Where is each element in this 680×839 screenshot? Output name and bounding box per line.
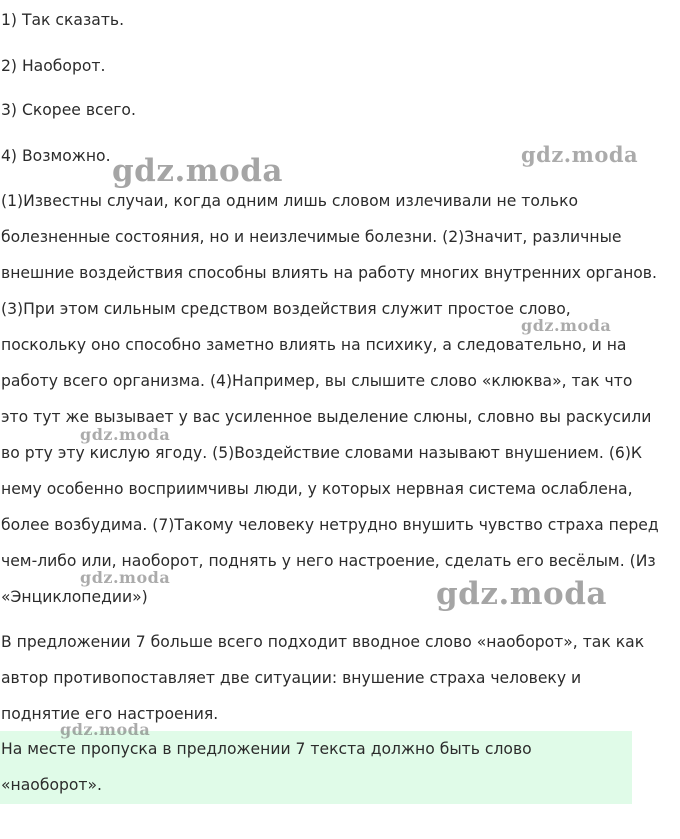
explanation (1, 624, 644, 732)
answer-line: «наоборот». (1, 776, 103, 794)
watermark: gdz.moda (521, 316, 612, 335)
watermark: gdz.moda (80, 425, 171, 444)
text-line: поскольку оно способно заметно влиять на психику, а следовательно, и на (1, 336, 627, 354)
text-line: работу всего организма. (4)Например, вы слышите слово «клюква», так что (1, 372, 633, 390)
option-3: 3) Скорее всего. (1, 101, 136, 119)
text-line: нему особенно восприимчивы люди, у которых нервная система ослаблена, (1, 480, 633, 498)
watermark: gdz.moda (521, 142, 639, 167)
watermark: gdz.moda (60, 720, 151, 739)
text-line: это тут же вызывает у вас усиленное выделение слюны, словно вы раскусили (1, 408, 652, 426)
text-line: болезненные состояния, но и неизлечимые болезни. (2)Значит, различные (1, 228, 622, 246)
text-line: (3)При этом сильным средством воздействия служит простое слово, (1, 300, 571, 318)
option-4: 4) Возможно. (1, 147, 111, 165)
option-2: 2) Наоборот. (1, 57, 106, 75)
explanation-line: поднятие его настроения. (1, 705, 219, 723)
explanation-line: В предложении 7 больше всего подходит вводное слово «наоборот», так как (1, 633, 645, 651)
answer (1, 731, 532, 803)
text-line: (1)Известны случаи, когда одним лишь словом излечивали не только (1, 192, 579, 210)
option-1: 1) Так сказать. (1, 11, 125, 29)
source-text (1, 183, 659, 615)
watermark: gdz.moda (112, 153, 283, 189)
text-line: более возбудима. (7)Такому человеку нетрудно внушить чувство страха перед (1, 516, 659, 534)
answer-line: На месте пропуска в предложении 7 текста должно быть слово (1, 740, 532, 758)
watermark: gdz.moda (80, 568, 171, 587)
explanation-line: автор противопоставляет две ситуации: внушение страха человеку и (1, 669, 582, 687)
text-line: «Энциклопедии») (1, 588, 148, 606)
watermark: gdz.moda (436, 576, 607, 612)
text-line: чем-либо или, наоборот, поднять у него настроение, сделать его весёлым. (Из (1, 552, 656, 570)
text-line: внешние воздействия способны влиять на работу многих внутренних органов. (1, 264, 657, 282)
text-line: во рту эту кислую ягоду. (5)Воздействие словами называют внушением. (6)К (1, 444, 642, 462)
